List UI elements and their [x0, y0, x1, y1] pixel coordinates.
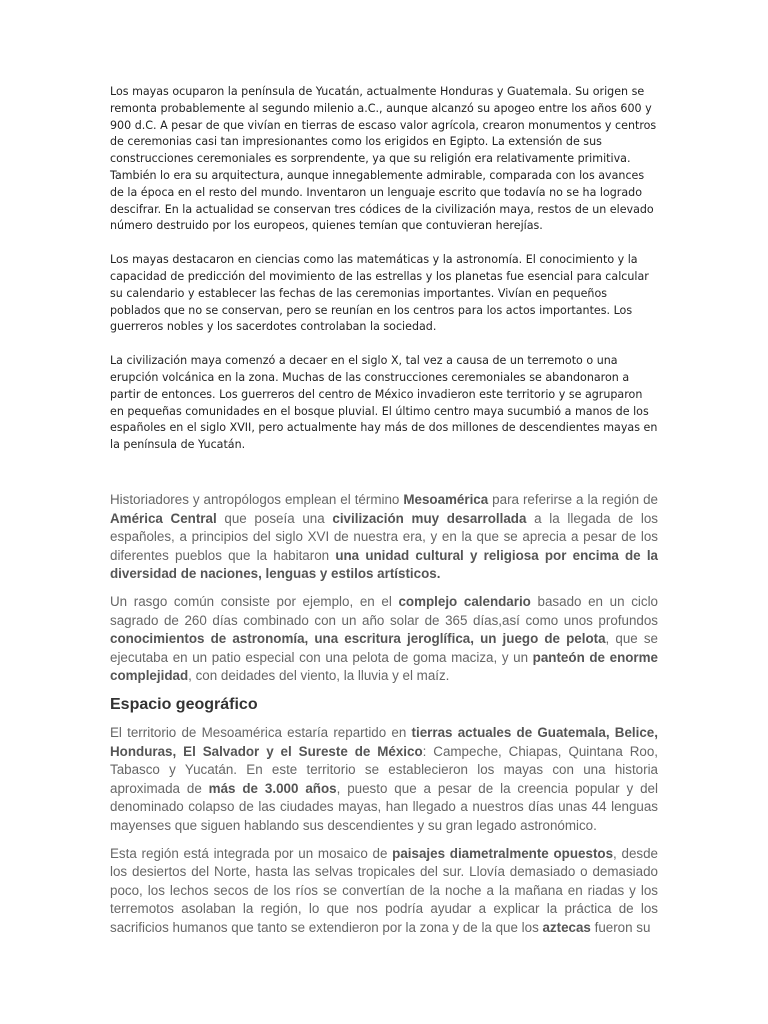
bold-term: paisajes diametralmente opuestos: [392, 845, 614, 861]
text-run: , puesto que a pesar de la creencia popular y del denominado colapso de las ciudades mayas, han llegado a nuestros días unas 44 lenguas mayenses que siguen hablando sus descendientes y su gran legado astronómico.: [110, 780, 658, 833]
paragraph-territory: [110, 724, 658, 836]
paragraph-maya-science: Los mayas destacaron en ciencias como las matemáticas y la astronomía. El conocimiento y la capacidad de predicción del movimiento de las estrellas y los planetas fue esencial para calcular su calendario y establecer las fechas de las ceremonias importantes. Vivían en pequeños poblados que no se conservan, pero se reunían en los centros para los actos importantes. Los guerreros nobles y los sacerdotes controlaban la sociedad.: [110, 253, 649, 334]
bold-term: más de 3.000 años: [208, 780, 337, 796]
text-run: : Campeche, Chiapas, Quintana Roo, Tabasco y Yucatán. En este territorio se establecieron los mayas con una historia aproximada de: [110, 743, 659, 796]
bold-term: Mesoamérica: [403, 492, 489, 507]
text-run: Un rasgo común consiste por ejemplo, en el: [110, 593, 399, 609]
text-run: , desde los desiertos del Norte, hasta las selvas tropicales del sur. Llovía demasiado o demasiado poco, los lechos secos de los ríos se convertían de la noche a la mañana en riadas y los terremotos asolaban la región, lo que nos podría ayudar a explicar la práctica de los sacrificios humanos que tanto se extendieron por la zona y de la que los: [110, 845, 658, 935]
bold-term: civilización muy desarrollada: [332, 510, 527, 526]
text-run: El territorio de Mesoamérica estaría repartido en: [110, 724, 412, 740]
text-run: , con deidades del viento, la lluvia y el maíz.: [188, 668, 450, 684]
bold-term: complejo calendario: [398, 593, 531, 609]
bold-term: tierras actuales de Guatemala, Belice, Honduras, El Salvador y el Sureste de México: [110, 724, 658, 759]
text-run: para referirse a la región de: [488, 492, 658, 507]
text-run: fueron su: [590, 919, 651, 935]
text-run: , que se ejecutaba en un patio especial con una pelota de goma maciza, y un: [110, 631, 658, 665]
paragraph-maya-decline: La civilización maya comenzó a decaer en el siglo X, tal vez a causa de un terremoto o una erupción volcánica en la zona. Muchas de las construcciones ceremoniales se abandonaron a partir de entonces. Los guerreros del centro de México invadieron este territorio y se agruparon en pequeñas comunidades en el bosque pluvial. El último centro maya sucumbió a manos de los españoles en el siglo XVII, pero actualmente hay más de dos millones de descendientes mayas en la península de Yucatán.: [110, 354, 658, 452]
text-run: que poseía una: [216, 510, 333, 526]
text-run: a la llegada de los españoles, a principios del siglo XVI de nuestra era, y en la que se aprecia a pesar de los diferentes pueblos que la habitaron: [110, 510, 658, 563]
text-run: basado en un ciclo sagrado de 260 días combinado con un año solar de 365 días,así como unos profundos: [110, 593, 659, 628]
paragraph-landscapes: [110, 845, 658, 938]
text-run: Esta región está integrada por un mosaico de: [110, 845, 393, 861]
section-heading: Espacio geográfico: [110, 695, 258, 713]
paragraph-common-traits: [110, 593, 658, 686]
mesoamerica-section: [110, 491, 658, 946]
text-run: Historiadores y antropólogos emplean el término: [110, 492, 404, 507]
bold-term: conocimientos de astronomía, una escritura jeroglífica, un juego de pelota: [110, 631, 606, 647]
paragraph-mesoamerica-definition: [110, 491, 658, 584]
bold-term: una unidad cultural y religiosa por encima de la diversidad de naciones, lenguas y estilos artísticos.: [110, 547, 658, 582]
bold-term: aztecas: [542, 919, 591, 935]
bold-term: panteón de enorme complejidad: [110, 649, 658, 684]
maya-history-section: [110, 84, 658, 471]
bold-term: América Central: [110, 510, 217, 526]
paragraph-maya-origin: Los mayas ocuparon la península de Yucatán, actualmente Honduras y Guatemala. Su origen se remonta probablemente al segundo milenio a.C., aunque alcanzó su apogeo entre los años 600 y 900 d.C. A pesar de que vivían en tierras de escaso valor agrícola, crearon monumentos y centros de ceremonias casi tan impresionantes como los erigidos en Egipto. La extensión de sus construcciones ceremoniales es sorprendente, ya que su religión era relativamente primitiva. También lo era su arquitectura, aunque innegablemente admirable, comparada con los avances de la época en el resto del mundo. Inventaron un lenguaje escrito que todavía no se ha logrado descifrar. En la actualidad se conservan tres códices de la civilización maya, restos de un elevado número destruido por los europeos, quienes temían que contuvieran herejías.: [110, 85, 657, 233]
